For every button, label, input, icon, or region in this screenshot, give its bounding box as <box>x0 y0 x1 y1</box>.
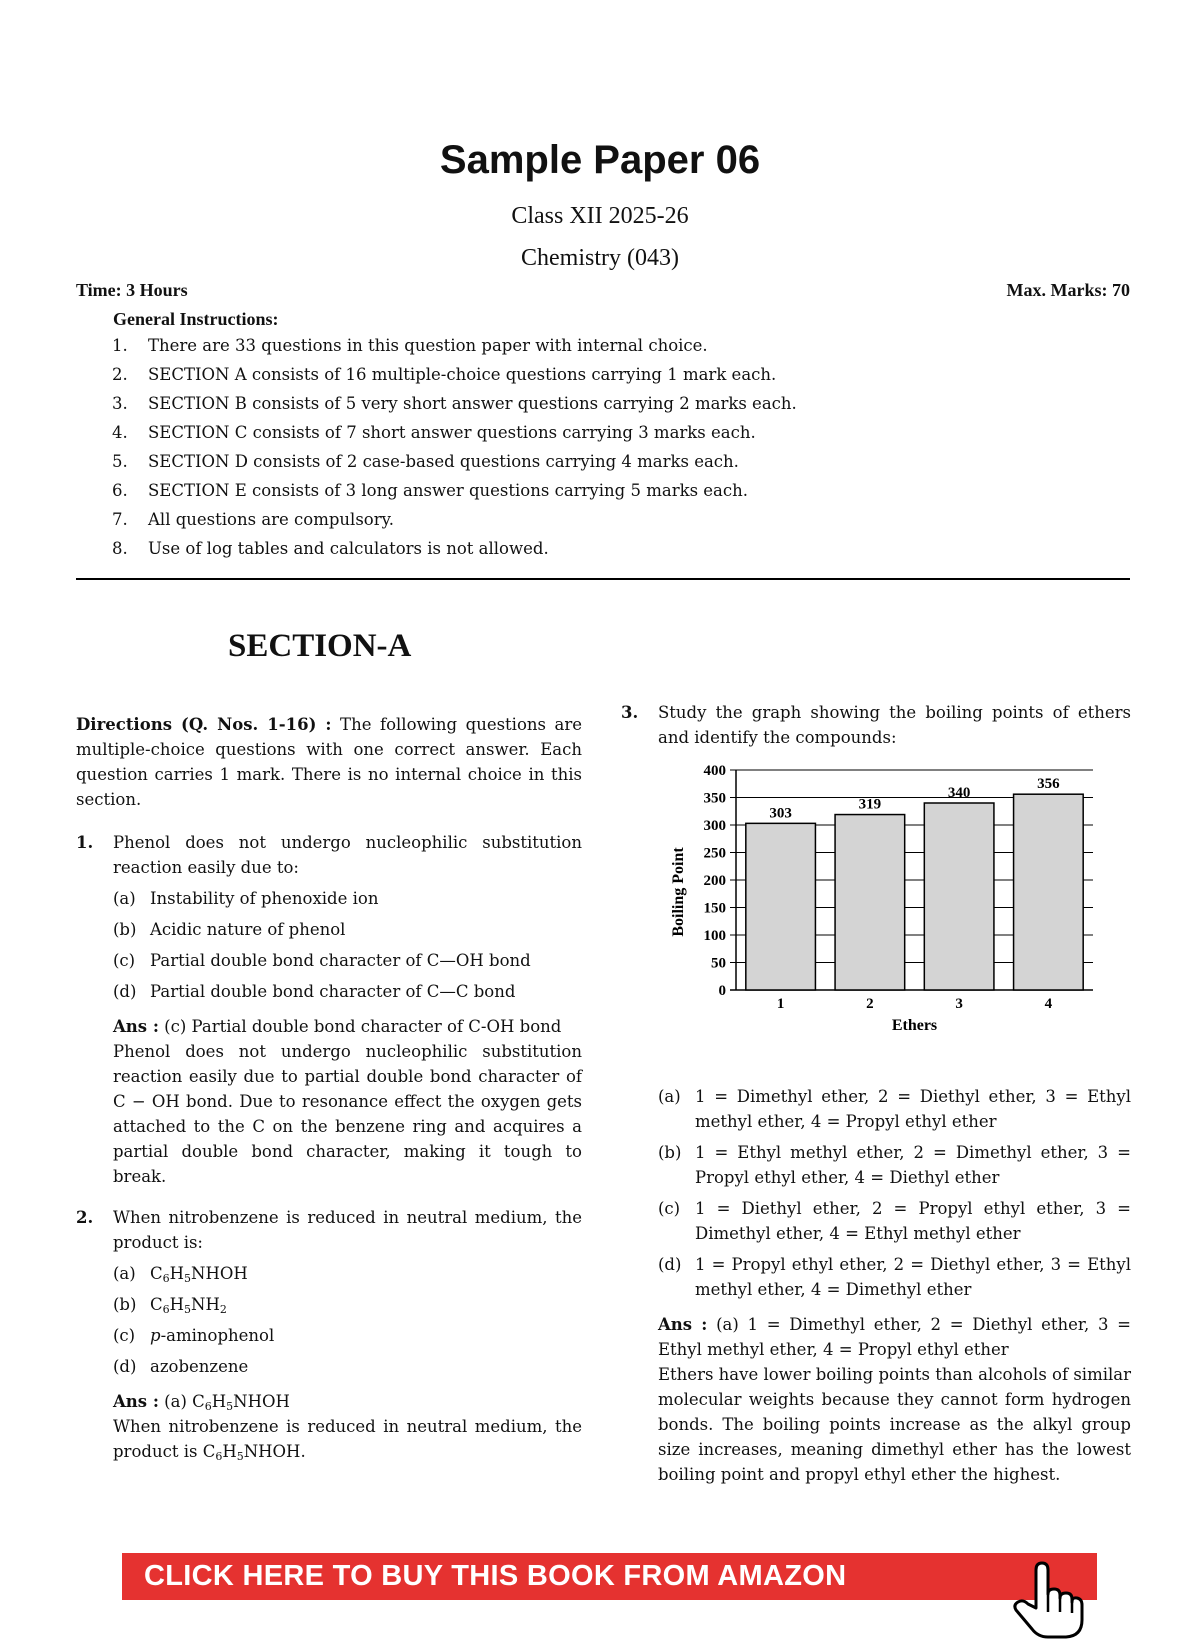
paper-title: Sample Paper 06 <box>439 138 761 182</box>
buy-book-banner[interactable] <box>122 1553 1097 1600</box>
directions: Directions (Q. Nos. 1-16) : The following questions are multiple-choice questions with one correct answer. Each question carries 1 mark. There is no internal choice in this section. <box>76 715 583 809</box>
instructions-heading: General Instructions: <box>113 309 279 329</box>
y-tick-label: 100 <box>703 928 726 944</box>
question-text: Study the graph showing the boiling points of ethers and identify the compounds: <box>658 703 1131 747</box>
option-d: (d) 1 = Propyl ethyl ether, 2 = Diethyl ether, 3 = Ethyl methyl ether, 4 = Dimethyl ether <box>658 1255 1131 1299</box>
question-text: Phenol does not undergo nucleophilic substitution reaction easily due to: <box>113 833 582 877</box>
right-column <box>621 700 1131 1487</box>
x-tick-label: 4 <box>1044 996 1053 1012</box>
question-number: 2. <box>76 1208 94 1227</box>
option-b: (b) $C_6H_5NH_2$ <box>113 1295 227 1316</box>
section-title: SECTION-A <box>228 628 412 664</box>
question-3 <box>621 700 1131 750</box>
meta-row <box>76 280 1130 301</box>
instruction-item: 1. There are 33 questions in this question paper with internal choice. <box>112 336 708 355</box>
instruction-item: 4. SECTION C consists of 7 short answer questions carrying 3 marks each. <box>112 423 756 442</box>
data-label: 303 <box>769 805 792 822</box>
instruction-item: 7. All questions are compulsory. <box>112 510 395 529</box>
instruction-item: 5. SECTION D consists of 2 case-based questions carrying 4 marks each. <box>112 452 739 471</box>
answer-explanation: Ethers have lower boiling points than alcohols of similar molecular weights because they cannot form hydrogen bonds. The boiling points increase as the alkyl group size increases, meaning dimethyl ether has the lowest boiling point and propyl ethyl ether the highest. <box>658 1365 1131 1484</box>
question-1 <box>76 830 582 1189</box>
y-tick-label: 400 <box>703 763 726 779</box>
data-label: 319 <box>858 796 882 813</box>
x-tick-label: 1 <box>776 996 785 1012</box>
left-column <box>76 712 582 1464</box>
y-tick-label: 300 <box>703 818 726 834</box>
answer-explanation: When nitrobenzene is reduced in neutral medium, the product is $C_6H_5NHOH$. <box>113 1417 582 1463</box>
boiling-point-chart <box>661 758 1123 1078</box>
option-a: (a) $C_6H_5NHOH$ <box>113 1264 248 1285</box>
answer: Ans : (a) 1 = Dimethyl ether, 2 = Diethyl ether, 3 = Ethyl methyl ether, 4 = Propyl ethyl ether <box>658 1315 1131 1359</box>
question-3-options <box>658 1084 1131 1487</box>
option-a: (a) 1 = Dimethyl ether, 2 = Diethyl ether, 3 = Ethyl methyl ether, 4 = Propyl ethyl ether <box>658 1087 1131 1131</box>
bar <box>924 803 994 990</box>
subject-line: Chemistry (043) <box>521 245 679 271</box>
bar <box>746 823 816 990</box>
instruction-item: 3. SECTION B consists of 5 very short answer questions carrying 2 marks each. <box>112 394 797 413</box>
class-line: Class XII 2025-26 <box>511 203 689 229</box>
y-axis-title: Boiling Point <box>670 847 687 937</box>
bar <box>1014 794 1084 990</box>
x-tick-label: 3 <box>955 996 963 1012</box>
option-a: (a) Instability of phenoxide ion <box>113 889 379 908</box>
pointing-hand-icon[interactable] <box>1010 1560 1085 1640</box>
question-number: 1. <box>76 833 94 852</box>
answer-explanation: Phenol does not undergo nucleophilic substitution reaction easily due to partial double bond character of C − OH bond. Due to resonance effect the oxygen gets attached to the C on the benzene ring and acquires a partial double bond character, making it tough to break. <box>113 1042 582 1186</box>
bar <box>835 815 905 990</box>
y-tick-label: 50 <box>711 955 726 972</box>
question-2 <box>76 1205 582 1464</box>
y-tick-label: 350 <box>703 790 726 807</box>
option-c: (c) p-aminophenol <box>113 1326 275 1345</box>
question-number: 3. <box>621 703 639 722</box>
data-label: 340 <box>947 785 971 801</box>
x-tick-label: 2 <box>866 996 874 1012</box>
max-marks-label: Max. Marks: 70 <box>1006 280 1130 300</box>
answer: Ans : (c) Partial double bond character of C-OH bond <box>113 1017 562 1036</box>
y-tick-label: 250 <box>703 845 726 862</box>
option-c: (c) 1 = Diethyl ether, 2 = Propyl ethyl ether, 3 = Dimethyl ether, 4 = Ethyl methyl ether <box>658 1199 1131 1243</box>
time-label: Time: 3 Hours <box>76 280 188 300</box>
instruction-item: 2. SECTION A consists of 16 multiple-choice questions carrying 1 mark each. <box>112 365 777 384</box>
data-label: 356 <box>1037 776 1060 793</box>
question-text: When nitrobenzene is reduced in neutral medium, the product is: <box>113 1208 582 1252</box>
instruction-item: 8. Use of log tables and calculators is not allowed. <box>112 539 549 558</box>
answer: Ans : (a) $C_6H_5NHOH$ <box>113 1392 290 1413</box>
x-axis-title: Ethers <box>891 1017 938 1034</box>
option-b: (b) 1 = Ethyl methyl ether, 2 = Dimethyl ether, 3 = Propyl ethyl ether, 4 = Diethyl ether <box>658 1143 1131 1187</box>
header-divider <box>76 578 1130 580</box>
option-b: (b) Acidic nature of phenol <box>113 920 346 939</box>
option-d: (d) Partial double bond character of C—C bond <box>113 982 516 1001</box>
y-tick-label: 200 <box>703 873 726 889</box>
banner-text[interactable]: CLICK HERE TO BUY THIS BOOK FROM AMAZON <box>144 1560 847 1592</box>
instruction-item: 6. SECTION E consists of 3 long answer questions carrying 5 marks each. <box>112 481 749 500</box>
y-tick-label: 0 <box>718 983 726 999</box>
option-d: (d) azobenzene <box>113 1357 249 1376</box>
instructions-list <box>112 336 797 568</box>
option-c: (c) Partial double bond character of C—OH bond <box>113 951 531 970</box>
y-tick-label: 150 <box>703 900 726 917</box>
